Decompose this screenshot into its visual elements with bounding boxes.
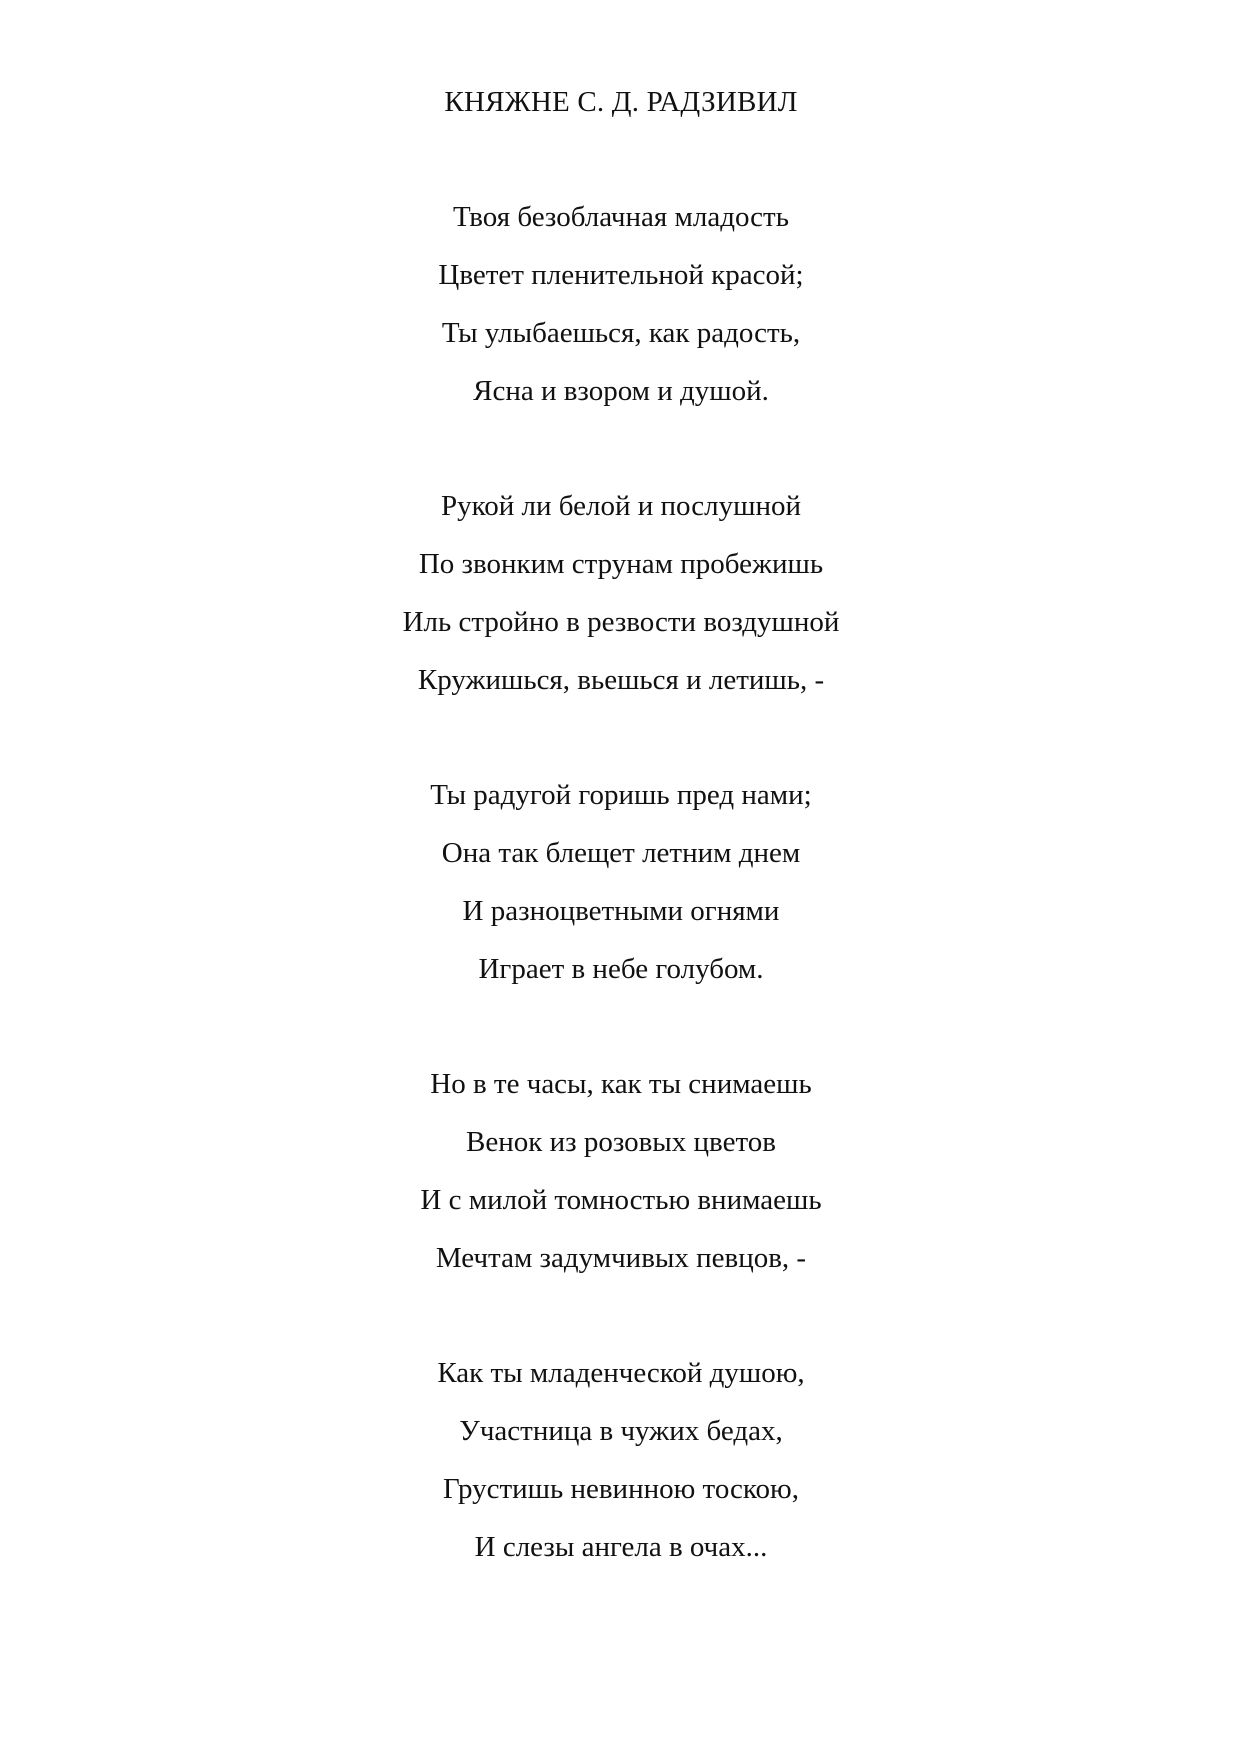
poem-line: Рукой ли белой и послушной [441,490,801,522]
poem-line: Как ты младенческой душою, [437,1357,805,1389]
poem-line: Мечтам задумчивых певцов, - [435,1242,807,1274]
stanza-4 [0,1055,1242,1287]
poem-line: И с милой томностью внимаешь [420,1184,822,1216]
stanza-2 [0,477,1242,709]
poem-line: И разноцветными огнями [462,895,780,927]
poem-line: Участница в чужих бедах, [459,1415,783,1447]
poem-line: Грустишь невинною тоскою, [443,1473,799,1505]
poem-line: Ты радугой горишь пред нами; [430,779,812,811]
stanza-5 [0,1344,1242,1576]
poem-line: Она так блещет летним днем [441,837,801,869]
poem-line: Но в те часы, как ты снимаешь [430,1068,812,1100]
poem-line: Цветет пленительной красой; [438,259,804,291]
poem-line: Играет в небе голубом. [478,953,764,985]
poem-line: Ты улыбаешься, как радость, [441,317,801,349]
poem-title: КНЯЖНЕ С. Д. РАДЗИВИЛ [444,86,798,118]
poem-line: Иль стройно в резвости воздушной [402,606,840,638]
stanza-3 [0,766,1242,998]
poem-line: Венок из розовых цветов [466,1126,776,1158]
poem-line: Твоя безоблачная младость [453,201,789,233]
stanza-1 [0,188,1242,420]
poem-line: Кружишься, вьешься и летишь, - [417,664,825,696]
poem-line: И слезы ангела в очах... [474,1531,768,1563]
poem-line: Ясна и взором и душой. [473,375,769,407]
poem-line: По звонким струнам пробежишь [418,548,824,580]
